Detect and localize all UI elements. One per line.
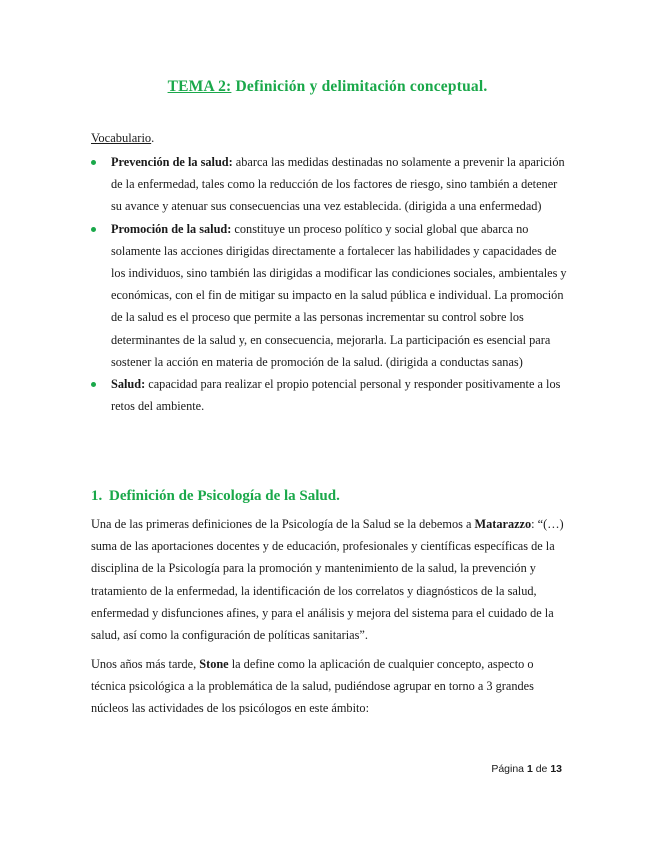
- definition: constituye un proceso político y social global que abarca no solamente las acciones dirigidas directamente a fortalecer las habilidades y capacidades de los individuos, sino también las dirigidas a modificar las condiciones sociales, ambientales y económicas, con el fin de mitigar su impacto en la salud pública e individual. La promoción de la salud es el proceso que permite a las personas incrementar su control sobre los determinantes de la salud y, en consecuencia, mejorarla. La participación es esencial para sostener la acción en materia de promoción de la salud. (dirigida a conductas sanas): [111, 221, 567, 369]
- page-of: de: [535, 763, 548, 775]
- term: Salud:: [111, 377, 146, 392]
- definition: capacidad para realizar el propio potencial personal y responder positivamente a los retos del ambiente.: [111, 377, 561, 414]
- page-title: [0, 78, 655, 96]
- page-label: Página: [491, 763, 525, 775]
- vocabulary-heading: [91, 131, 154, 146]
- bullet-icon: [91, 227, 96, 232]
- current-page: 1: [526, 763, 533, 775]
- list-item: [91, 373, 571, 417]
- definition: abarca las medidas destinadas no solamente a prevenir la aparición de la enfermedad, tales como la reducción de los factores de riesgo, sino también a detener su avance y atenuar sus consecuencias una vez establecida. (dirigida a una enfermedad): [111, 155, 565, 214]
- bullet-icon: [91, 382, 96, 387]
- bullet-icon: [91, 160, 96, 165]
- section-number: 1.: [91, 488, 103, 504]
- vocabulary-label: Vocabulario: [91, 131, 152, 145]
- vocabulary-list: [91, 151, 571, 417]
- page-number-footer: [491, 763, 562, 775]
- total-pages: 13: [550, 763, 562, 775]
- paragraph-matarazzo: [91, 513, 571, 646]
- paragraph-text: : “(…) suma de las aportaciones docentes y de educación, profesionales y científicas específicas de la disciplina de la Psicología para la promoción y mantenimiento de la salud, la prevención y tratamiento de la enfermedad, la identificación de los correlatos y diagnósticos de la salud, enfermedad y disfunciones afines, y para el análisis y mejora del sistema para el cuidado de la salud, así como la configuración de políticas sanitarias”.: [91, 517, 564, 643]
- paragraph-text: Una de las primeras definiciones de la Psicología de la Salud se la debemos a: [91, 517, 475, 531]
- author-name: Stone: [199, 657, 229, 671]
- paragraph-stone: [91, 653, 571, 720]
- title-prefix: TEMA 2:: [167, 78, 232, 95]
- vocabulary-suffix: .: [151, 131, 155, 145]
- title-text: Definición y delimitación conceptual.: [231, 78, 488, 95]
- section-title: Definición de Psicología de la Salud.: [109, 488, 340, 504]
- list-item: [91, 151, 571, 218]
- term: Prevención de la salud:: [111, 155, 233, 169]
- list-item: [91, 218, 571, 373]
- term: Promoción de la salud:: [111, 221, 232, 236]
- paragraph-text: la define como la aplicación de cualquier concepto, aspecto o técnica psicológica a la problemática de la salud, pudiéndose agrupar en torno a 3 grandes núcleos las actividades de los psicólogos en este ámbito:: [91, 657, 534, 716]
- section-heading: [91, 488, 340, 505]
- author-name: Matarazzo: [474, 517, 532, 531]
- paragraph-text: Unos años más tarde,: [91, 657, 200, 671]
